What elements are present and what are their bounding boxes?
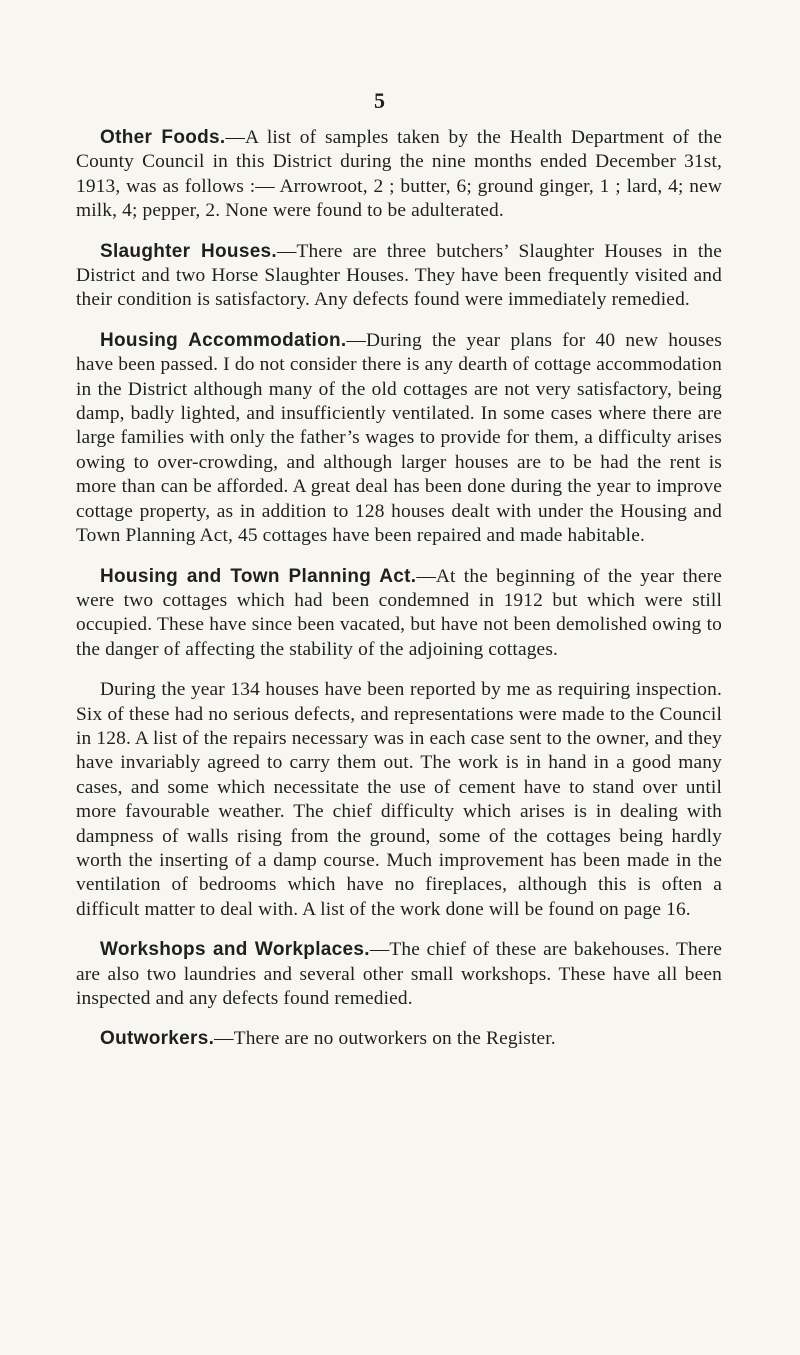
page-number: 5 [374,88,385,113]
section-text-housing-accommodation: —During the year plans for 40 new houses have been passed. I do not consider there is any dearth of cottage accommodation in the District although many of the old cottages are not very satisfactory, being damp, badly lighted, and insufficiently ventilated. In some cases where there are large families with only the father’s wages to provide for them, a difficulty arises owing to over-crowding, and although larger houses are to be had the rent is more than can be afforded. A great deal has been done during the year to improve cottage property, as in addition to 128 houses dealt with under the Housing and Town Planning Act, 45 cottages have been repaired and made habitable. [76,329,722,547]
section-text-slaughter-houses: —There are three butchers’ Slaughter Houses in the District and two Horse Slaughter Houses. They have been frequently visited and their condition is satisfactory. Any defects found were immediately remedied. [76,240,723,311]
section-heading-housing-accommodation: Housing Accommodation. [100,329,347,351]
paragraph-housing-town-planning-act [76,565,722,663]
section-text-outworkers: —There are no outworkers on the Register. [214,1028,556,1050]
section-heading-workshops-workplaces: Workshops and Workplaces. [100,939,370,961]
paragraph-housing-accommodation [76,329,722,549]
section-text-housing-town-planning-act: —At the beginning of the year there were two cottages which had been condemned in 1912 but which were still occupied. These have since been vacated, but have not been demolished owing to the danger of affecting the stability of the adjoining cottages. [76,565,722,660]
section-text-workshops-workplaces: —The chief of these are bakehouses. There are also two laundries and several other small workshops. These have all been inspected and any defects found remedied. [76,939,722,1009]
section-heading-slaughter-houses: Slaughter Houses. [100,240,278,262]
paragraph-outworkers [76,1027,722,1051]
section-heading-other-foods: Other Foods. [100,127,226,148]
section-text-other-foods: —A list of samples taken by the Health Department of the County Council in this District during the nine months ended December 31st, 1913, was as follows :— Arrowroot, 2 ; butter, 6; ground ginger, 1 ; lard, 4; new milk, 4; pepper, 2. None were found to be adulterated. [76,127,722,222]
paragraph-slaughter-houses [76,240,722,313]
paragraph-workshops-workplaces [76,938,722,1011]
paragraph-other-foods [76,126,722,224]
section-heading-housing-town-planning-act: Housing and Town Planning Act. [100,565,417,587]
paragraph-houses-inspection [76,678,722,922]
section-text-houses-inspection: During the year 134 houses have been reported by me as requiring inspection. Six of these had no serious defects, and representations were made to the Council in 128. A list of the repairs necessary was in each case sent to the owner, and they have invariably agreed to carry them out. The work is in hand in a good many cases, and some which necessitate the use of cement have to stand over until more favourable weather. The chief difficulty which arises is in dealing with dampness of walls rising from the ground, some of the cottages being hardly worth the inserting of a damp course. Much improvement has been made in the ventilation of bedrooms which have no fireplaces, although this is often a difficult matter to deal with. A list of the work done will be found on page 16. [76,679,722,920]
section-heading-outworkers: Outworkers. [100,1028,215,1050]
page-body [76,126,722,1068]
